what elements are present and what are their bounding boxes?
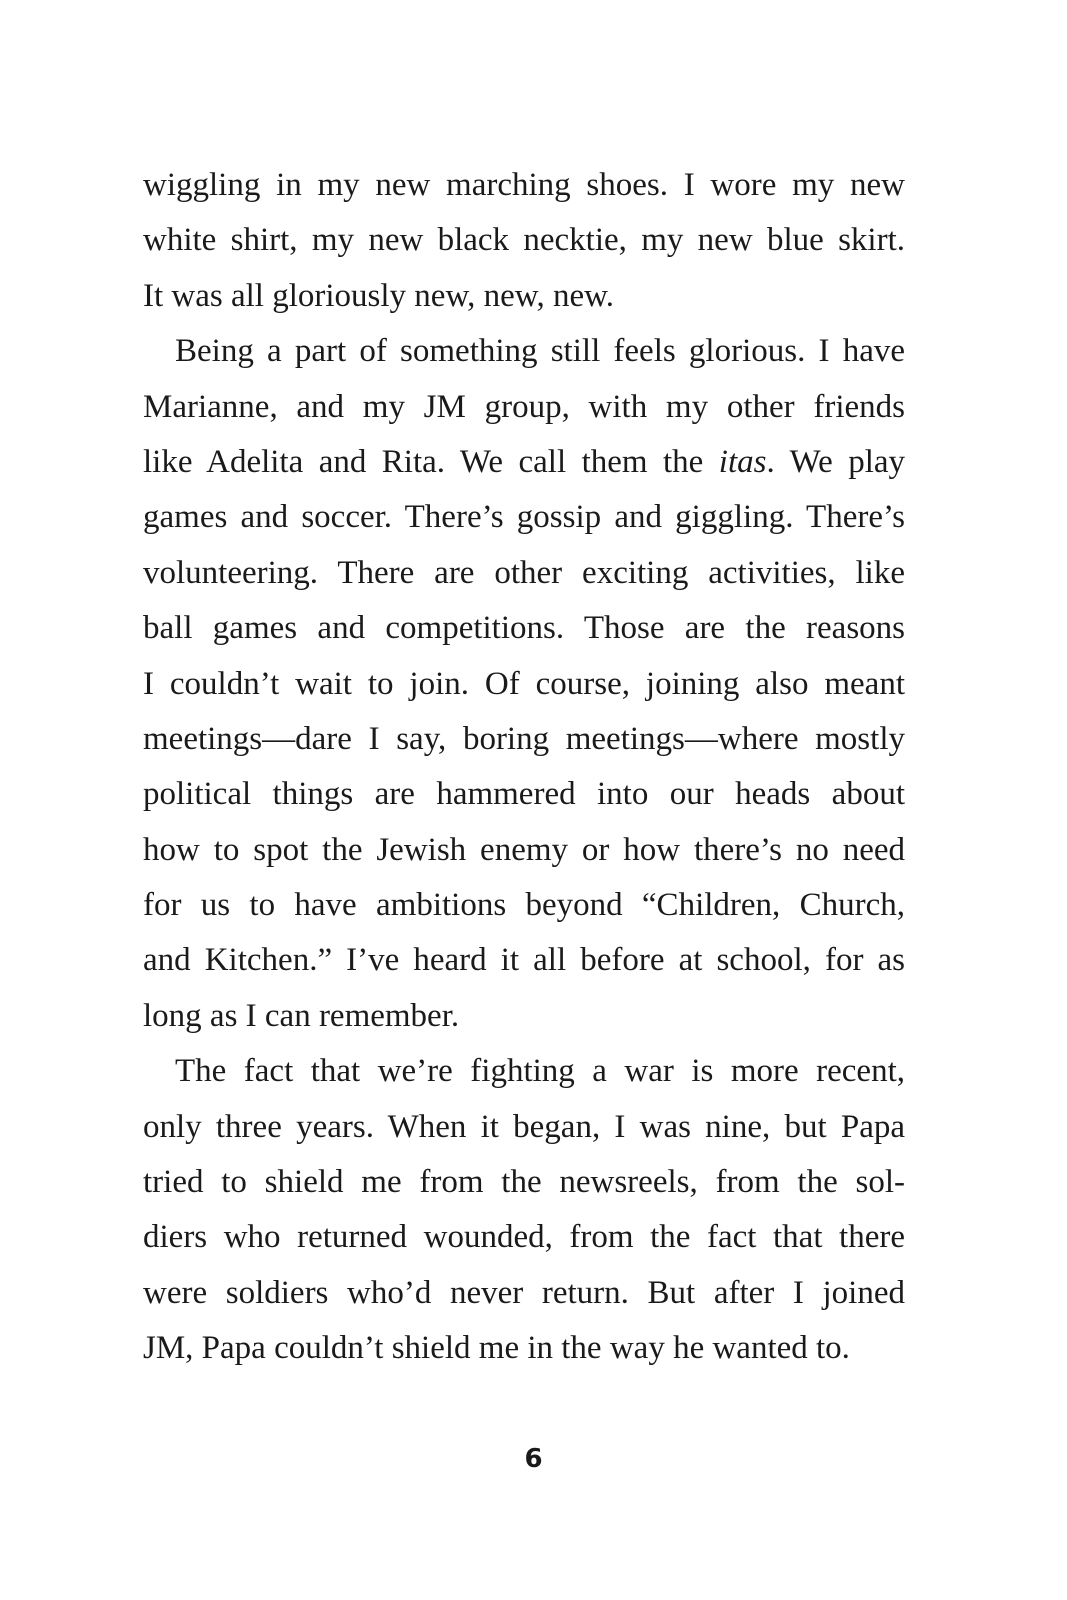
text-line: I couldn’t wait to join. Of course, joining also meant: [143, 665, 905, 702]
text-line: [143, 435, 905, 490]
body-text: [143, 158, 905, 1377]
text-line: only three years. When it began, I was nine, but Papa: [143, 1108, 905, 1145]
text-line: meetings—dare I say, boring meetings—where mostly: [143, 720, 905, 757]
text-line: how to spot the Jewish enemy or how there’s no need: [143, 831, 905, 868]
text-line: volunteering. There are other exciting activities, like: [143, 554, 905, 591]
text-line: for us to have ambitions beyond “Children, Church,: [143, 887, 905, 924]
text-fragment: like Adelita and Rita. We call them the itas. We play: [143, 443, 906, 480]
text-line: white shirt, my new black necktie, my new blue skirt.: [143, 222, 905, 259]
text-line: JM, Papa couldn’t shield me in the way he wanted to.: [143, 1330, 850, 1367]
text-line: were soldiers who’d never return. But after I joined: [143, 1274, 905, 1311]
text-line: and Kitchen.” I’ve heard it all before at school, for as: [143, 942, 905, 979]
text-line: long as I can remember.: [143, 997, 460, 1034]
text-line: political things are hammered into our heads about: [143, 776, 905, 813]
text-line: wiggling in my new marching shoes. I wore my new: [143, 167, 905, 203]
text-line: games and soccer. There’s gossip and giggling. There’s: [143, 499, 905, 536]
text-line: Marianne, and my JM group, with my other friends: [143, 388, 905, 425]
text-line: tried to shield me from the newsreels, from the sol-: [143, 1164, 905, 1201]
text-line: The fact that we’re fighting a war is more recent,: [175, 1053, 905, 1090]
text-line: ball games and competitions. Those are the reasons: [143, 610, 905, 647]
page-number: 6: [524, 1444, 543, 1474]
text-line: Being a part of something still feels glorious. I have: [175, 333, 905, 370]
text-line: It was all gloriously new, new, new.: [143, 277, 615, 314]
text-line: diers who returned wounded, from the fact that there: [143, 1219, 905, 1256]
